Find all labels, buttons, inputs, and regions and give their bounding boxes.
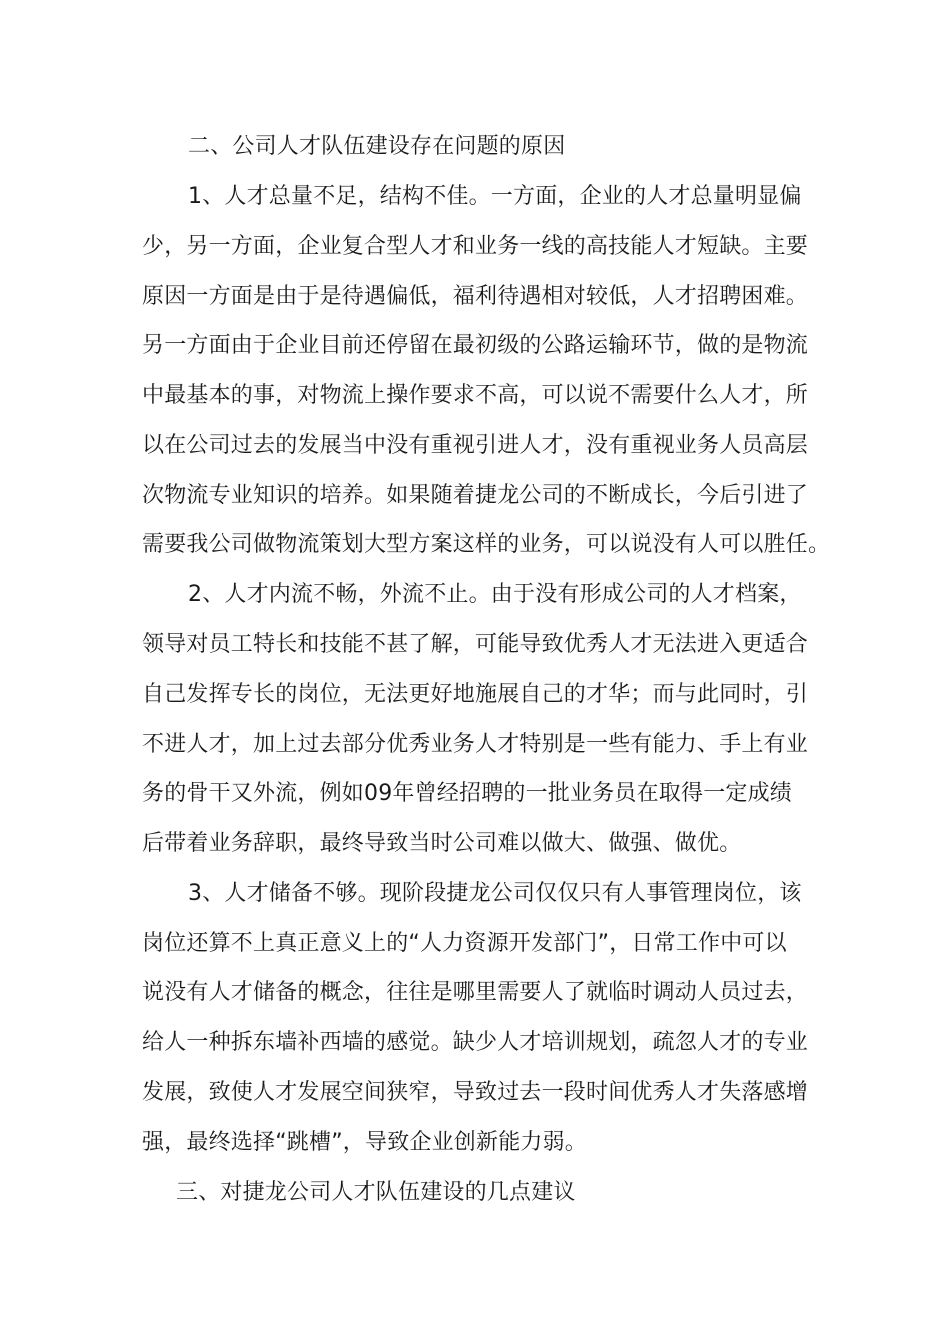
paragraph-1-line-3: 原因一方面是由于是待遇偏低，福利待遇相对较低，人才招聘困难。 xyxy=(142,284,809,309)
paragraph-1-line-1: 1、人才总量不足，结构不佳。一方面，企业的人才总量明显偏 xyxy=(188,184,802,209)
section-heading-2: 二、公司人才队伍建设存在问题的原因 xyxy=(188,134,566,159)
paragraph-2-line-1: 2、人才内流不畅，外流不止。由于没有形成公司的人才档案， xyxy=(188,582,802,607)
paragraph-3-line-1: 3、人才储备不够。现阶段捷龙公司仅仅只有人事管理岗位，该 xyxy=(188,881,802,906)
paragraph-1-line-8: 需要我公司做物流策划大型方案这样的业务，可以说没有人可以胜任。 xyxy=(142,532,831,557)
paragraph-1-line-5: 中最基本的事，对物流上操作要求不高，可以说不需要什么人才，所 xyxy=(142,383,809,408)
paragraph-2-line-5: 务的骨干又外流，例如09年曾经招聘的一批业务员在取得一定成绩 xyxy=(142,781,792,806)
paragraph-3-line-5: 发展，致使人才发展空间狭窄，导致过去一段时间优秀人才失落感增 xyxy=(142,1080,809,1105)
paragraph-2-line-6: 后带着业务辞职，最终导致当时公司难以做大、做强、做优。 xyxy=(142,831,742,856)
paragraph-3-line-6: 强，最终选择“跳槽”，导致企业创新能力弱。 xyxy=(142,1130,587,1155)
paragraph-2-line-2: 领导对员工特长和技能不甚了解，可能导致优秀人才无法进入更适合 xyxy=(142,632,809,657)
paragraph-3-line-3: 说没有人才储备的概念，往往是哪里需要人了就临时调动人员过去， xyxy=(142,980,809,1005)
paragraph-3-line-4: 给人一种拆东墙补西墙的感觉。缺少人才培训规划，疏忽人才的专业 xyxy=(142,1030,809,1055)
paragraph-2-line-3: 自己发挥专长的岗位，无法更好地施展自己的才华；而与此同时，引 xyxy=(142,682,809,707)
paragraph-1-line-2: 少，另一方面，企业复合型人才和业务一线的高技能人才短缺。主要 xyxy=(142,234,809,259)
paragraph-2-line-4: 不进人才，加上过去部分优秀业务人才特别是一些有能力、手上有业 xyxy=(142,732,809,757)
paragraph-3-line-2: 岗位还算不上真正意义上的“人力资源开发部门”，日常工作中可以 xyxy=(142,931,787,956)
paragraph-1-line-6: 以在公司过去的发展当中没有重视引进人才，没有重视业务人员高层 xyxy=(142,433,809,458)
section-heading-3: 三、对捷龙公司人才队伍建设的几点建议 xyxy=(176,1180,576,1205)
paragraph-1-line-7: 次物流专业知识的培养。如果随着捷龙公司的不断成长，今后引进了 xyxy=(142,483,809,508)
paragraph-1-line-4: 另一方面由于企业目前还停留在最初级的公路运输环节，做的是物流 xyxy=(142,333,809,358)
